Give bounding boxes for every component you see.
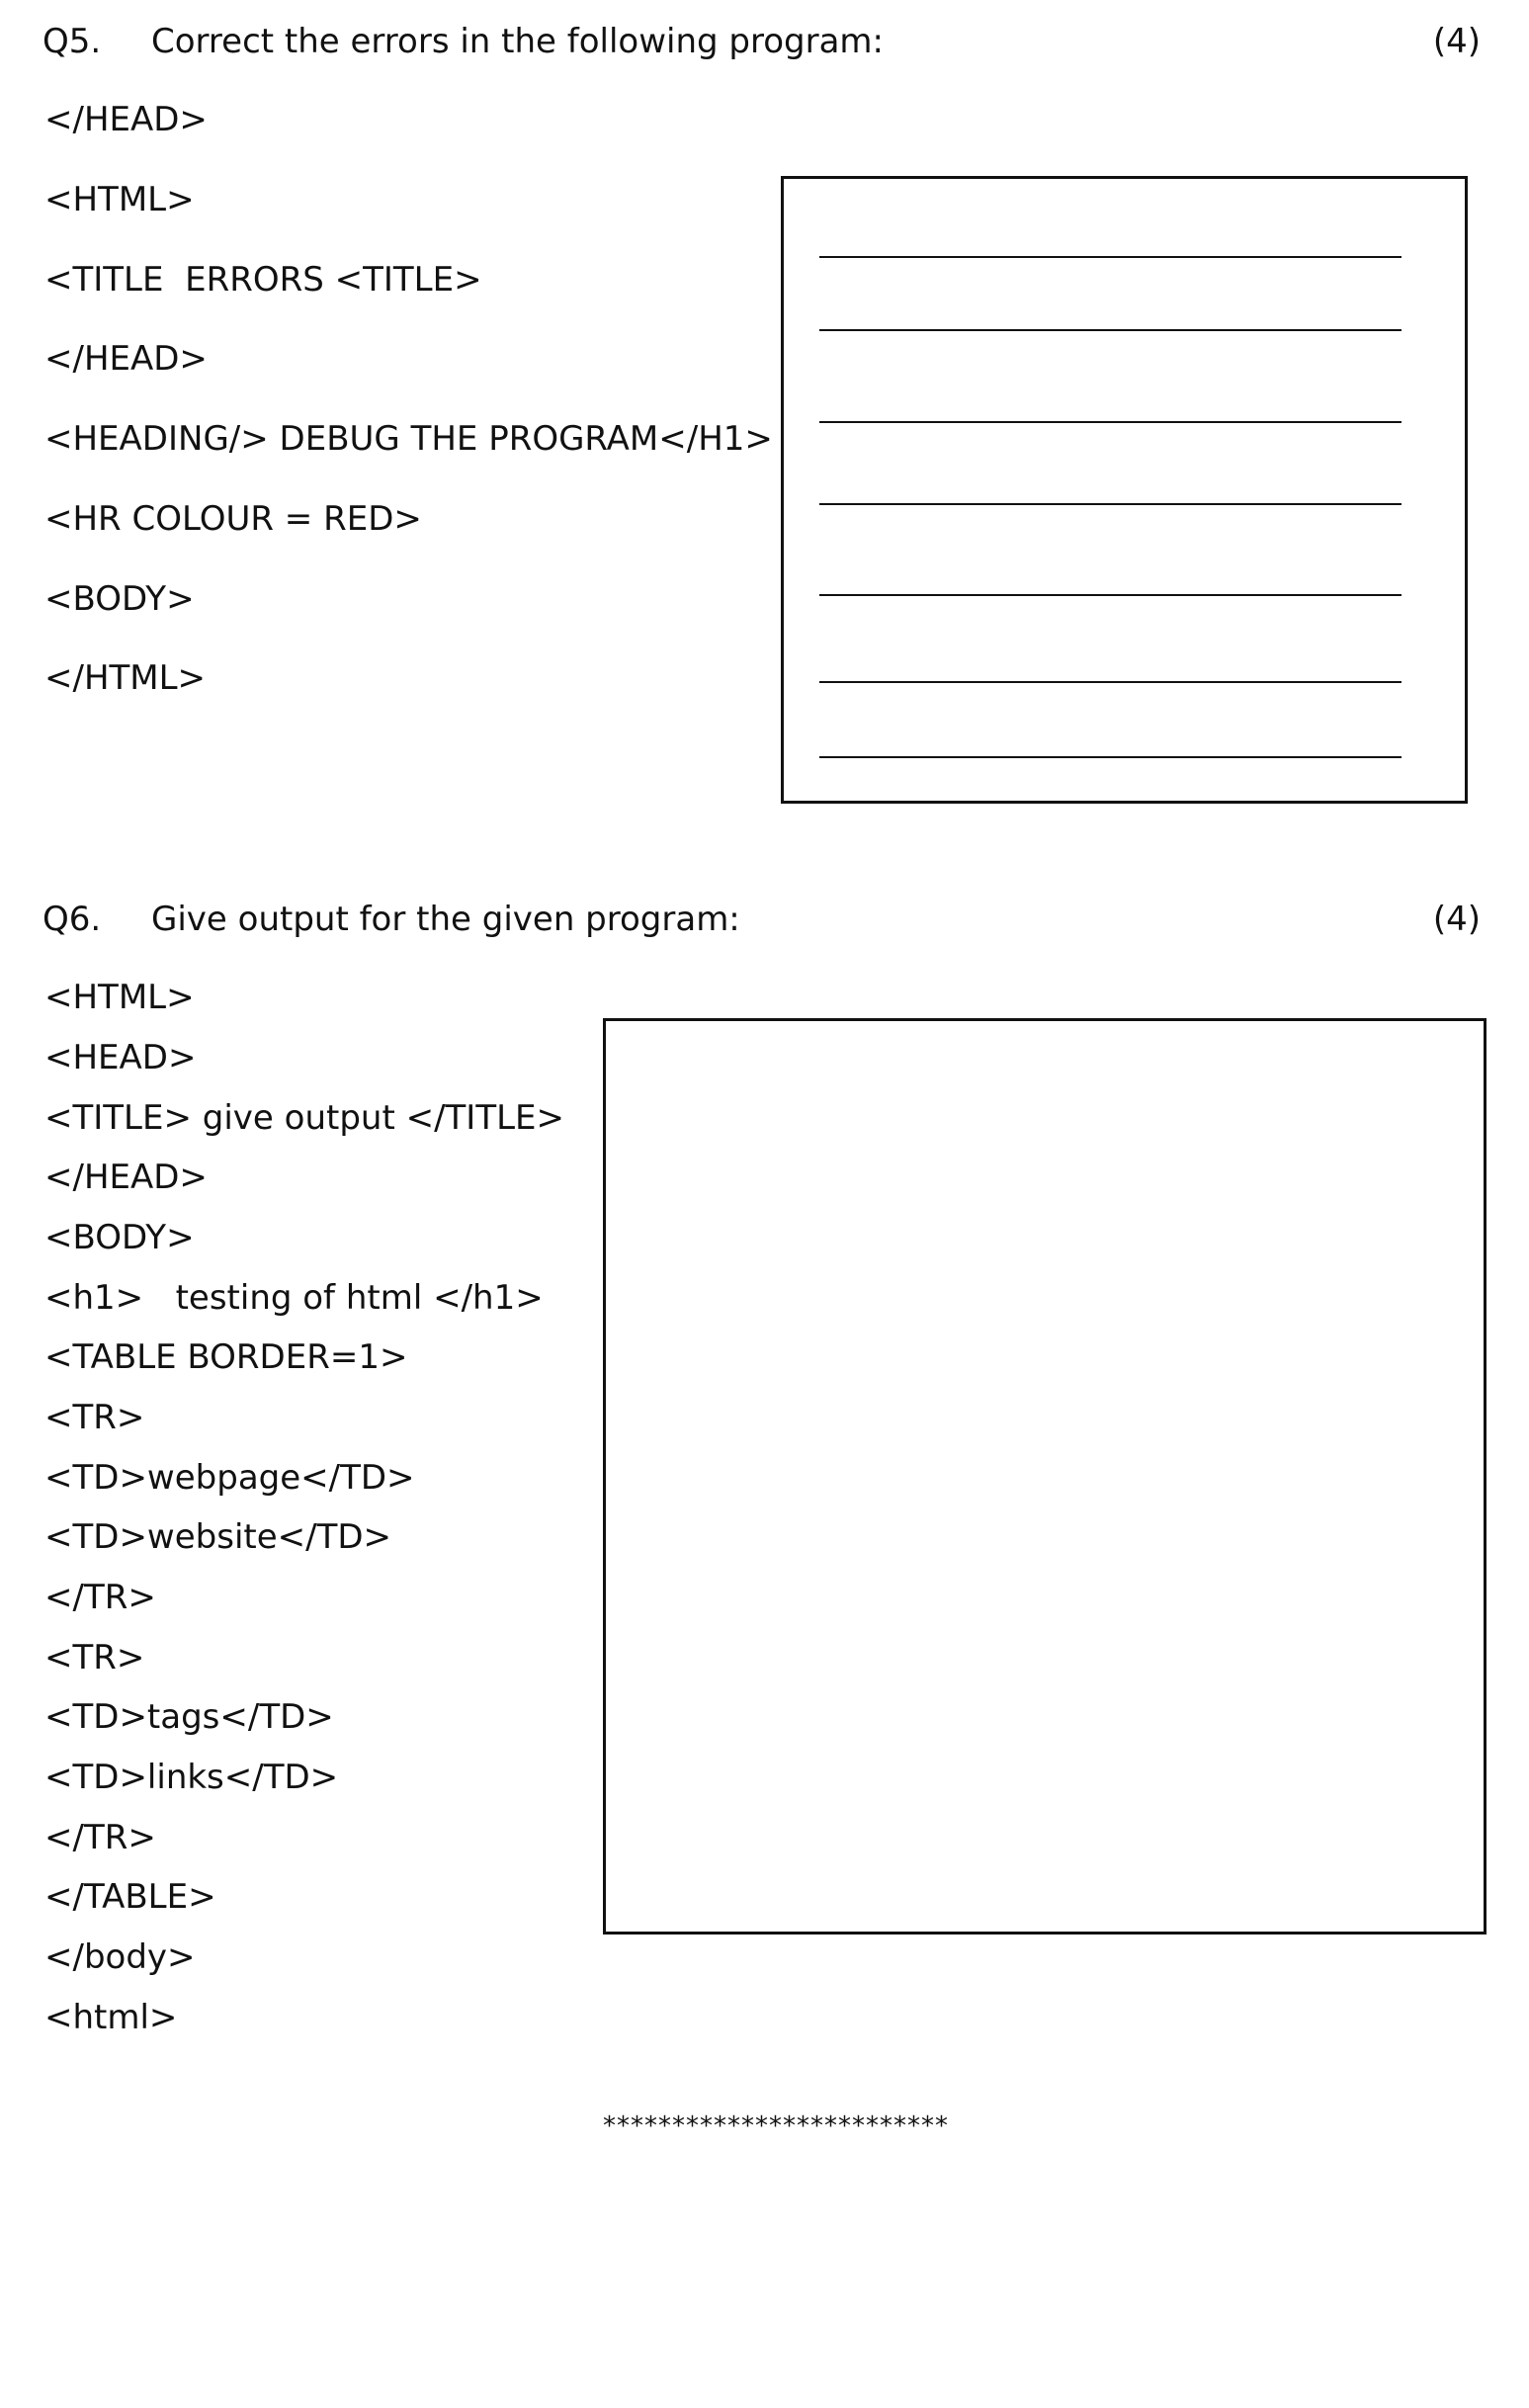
q6-answer-box[interactable] <box>603 1018 1487 1935</box>
footer-separator: ************************* <box>603 2111 949 2141</box>
q5-code-line: <BODY> <box>44 579 195 619</box>
q6-marks: (4) <box>1432 900 1481 939</box>
q6-code-line: <TD>webpage</TD> <box>44 1458 415 1498</box>
q6-code-line: <TR> <box>44 1398 145 1437</box>
q5-code-line: <HEADING/> DEBUG THE PROGRAM</H1> <box>44 419 773 459</box>
answer-line <box>819 256 1402 258</box>
answer-line <box>819 503 1402 505</box>
q6-code-line: </body> <box>44 1937 196 1977</box>
q6-code-line: </TR> <box>44 1818 156 1857</box>
q6-code-line: <html> <box>44 1998 178 2037</box>
q6-code-line: <HTML> <box>44 978 195 1017</box>
q6-code-line: <HEAD> <box>44 1038 197 1077</box>
q6-code-line: <h1> testing of html </h1> <box>44 1278 544 1318</box>
q6-code-line: </TR> <box>44 1578 156 1617</box>
q6-code-line: </HEAD> <box>44 1158 208 1197</box>
q6-code-line: </TABLE> <box>44 1877 216 1917</box>
q5-code-line: </HTML> <box>44 658 207 698</box>
q6-question-text: Give output for the given program: <box>151 900 740 939</box>
answer-line <box>819 594 1402 596</box>
q6-number: Q6. <box>42 900 102 939</box>
q6-code-line: <TD>tags</TD> <box>44 1697 334 1737</box>
q6-code-line: <TD>website</TD> <box>44 1517 392 1557</box>
q5-marks: (4) <box>1432 22 1481 61</box>
q6-code-line: <TD>links</TD> <box>44 1758 339 1797</box>
q5-code-line: <TITLE ERRORS <TITLE> <box>44 260 482 300</box>
answer-line <box>819 329 1402 331</box>
q5-answer-box[interactable] <box>781 176 1468 804</box>
q6-code-line: <TITLE> give output </TITLE> <box>44 1098 565 1138</box>
q5-question-text: Correct the errors in the following program: <box>151 22 884 61</box>
q6-code-line: <TR> <box>44 1638 145 1677</box>
q6-code-line: <BODY> <box>44 1218 195 1257</box>
answer-line <box>819 421 1402 423</box>
q5-header <box>42 22 1481 71</box>
answer-line <box>819 756 1402 758</box>
answer-line <box>819 681 1402 683</box>
q5-code-line: <HR COLOUR = RED> <box>44 499 422 539</box>
q6-header <box>42 900 1481 949</box>
q5-code-line: </HEAD> <box>44 100 208 139</box>
q6-code-line: <TABLE BORDER=1> <box>44 1337 408 1377</box>
q5-code-line: </HEAD> <box>44 339 208 379</box>
q5-code-line: <HTML> <box>44 180 195 219</box>
q5-number: Q5. <box>42 22 102 61</box>
